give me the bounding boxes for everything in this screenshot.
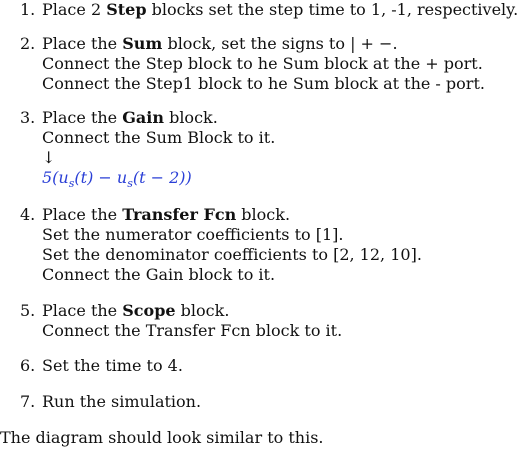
step-line: Connect the Transfer Fcn block to it. (42, 321, 343, 340)
step-number: 1. (20, 0, 36, 19)
block-name: Sum (122, 34, 163, 53)
step-lines (42, 108, 472, 194)
block-name: Transfer Fcn (122, 205, 237, 224)
line-text: blocks set the step time to 1, -1, respectively. (146, 0, 518, 19)
line-text: block. (175, 301, 230, 320)
step-line (42, 0, 518, 20)
step-line: Set the denominator coefficients to [2, 12, 10]. (42, 245, 422, 264)
step-line: Set the numerator coefficients to [1]. (42, 225, 344, 244)
block-name: Step (106, 0, 147, 19)
step-number: 6. (20, 356, 36, 375)
step-number: 2. (20, 34, 36, 53)
step-line: Run the simulation. (42, 392, 202, 411)
line-text: Place the (42, 205, 123, 224)
down-arrow-icon: ↓ (42, 148, 56, 167)
step-line: Connect the Sum Block to it. (42, 128, 276, 147)
step-lines (42, 0, 518, 20)
line-text: block, set the signs to | + −. (162, 34, 398, 53)
step-number: 5. (20, 301, 36, 320)
step-lines (42, 205, 472, 285)
step-line: Connect the Gain block to it. (42, 265, 276, 284)
step-line: Connect the Step block to he Sum block at the + port. (42, 54, 483, 73)
step-line: Set the time to 4. (42, 356, 183, 375)
step-line (42, 205, 472, 225)
gain-formula: $5(u_s(t) - u_s(t - 2))$ (42, 168, 192, 191)
step-lines (42, 34, 485, 94)
step-lines (42, 301, 472, 341)
block-name: Gain (122, 108, 164, 127)
line-text: Place the (42, 34, 123, 53)
step-number: 4. (20, 205, 36, 224)
footer-text: The diagram should look similar to this. (0, 428, 324, 447)
step-lines (42, 356, 472, 376)
step-line (42, 34, 472, 54)
line-text: block. (163, 108, 218, 127)
step-line: Connect the Step1 block to he Sum block at the - port. (42, 74, 485, 93)
step-number: 3. (20, 108, 36, 127)
line-text: block. (236, 205, 291, 224)
block-name: Scope (122, 301, 176, 320)
line-text: Place the (42, 301, 123, 320)
line-text: Place the (42, 108, 123, 127)
line-text: Place 2 (42, 0, 107, 19)
step-line (42, 301, 472, 321)
step-line (42, 108, 472, 128)
step-number: 7. (20, 392, 36, 411)
step-lines (42, 392, 472, 412)
